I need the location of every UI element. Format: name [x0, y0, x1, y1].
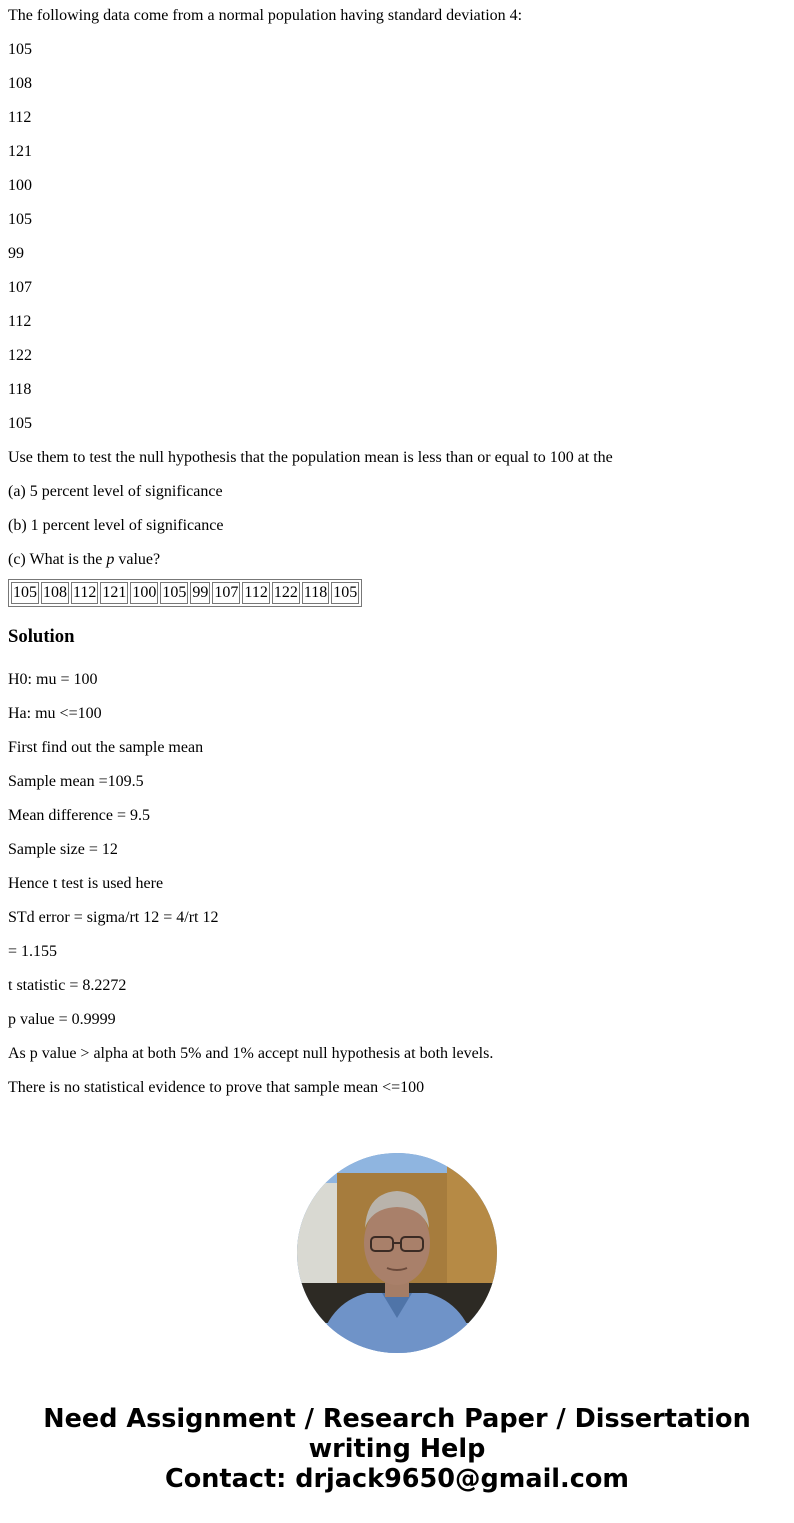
data-value: 100: [8, 177, 32, 194]
solution-line: STd error = sigma/rt 12 = 4/rt 12: [8, 909, 219, 926]
solution-line: First find out the sample mean: [8, 739, 204, 756]
question-part-b: (b) 1 percent level of significance: [8, 517, 224, 534]
promo-banner: [0, 1404, 794, 1494]
solution-line: Sample size = 12: [8, 841, 118, 858]
data-values-list: [8, 34, 786, 442]
solution-lines: [8, 664, 786, 1106]
solution-line: p value = 0.9999: [8, 1011, 116, 1028]
data-value: 122: [8, 347, 32, 364]
data-value: 121: [8, 143, 32, 160]
table-row: [11, 582, 359, 604]
data-value: 105: [8, 41, 32, 58]
solution-heading: Solution: [8, 626, 75, 647]
question-instruction: Use them to test the null hypothesis that the population mean is less than or equal to 100 at the: [8, 449, 613, 466]
data-value: 112: [8, 313, 32, 330]
document-body: [8, 0, 786, 1106]
portrait-illustration: [297, 1153, 497, 1353]
p-italic: p: [106, 551, 115, 568]
solution-line: As p value > alpha at both 5% and 1% accept null hypothesis at both levels.: [8, 1045, 494, 1062]
data-value: 105: [8, 211, 32, 228]
solution-line: Ha: mu <=100: [8, 705, 102, 722]
question-intro: The following data come from a normal population having standard deviation 4:: [8, 7, 523, 24]
table-cell: 112: [242, 582, 269, 604]
table-cell: 99: [190, 582, 210, 604]
author-photo: [297, 1153, 497, 1353]
promo-line-2: writing Help: [308, 1434, 486, 1464]
solution-line: = 1.155: [8, 943, 58, 960]
table-cell: 112: [71, 582, 98, 604]
data-value: 107: [8, 279, 32, 296]
data-value: 108: [8, 75, 32, 92]
solution-line: Mean difference = 9.5: [8, 807, 150, 824]
solution-line: Hence t test is used here: [8, 875, 164, 892]
data-value: 105: [8, 415, 32, 432]
solution-line: Sample mean =109.5: [8, 773, 144, 790]
table-cell: 121: [100, 582, 128, 604]
table-cell: 108: [41, 582, 69, 604]
part-c-suffix: value?: [114, 551, 161, 568]
table-cell: 107: [212, 582, 240, 604]
solution-line: There is no statistical evidence to prove that sample mean <=100: [8, 1079, 425, 1096]
table-cell: 105: [160, 582, 188, 604]
data-value: 118: [8, 381, 32, 398]
promo-contact[interactable]: Contact: drjack9650@gmail.com: [165, 1464, 629, 1494]
question-part-c: [8, 544, 786, 578]
table-cell: 105: [331, 582, 359, 604]
solution-line: H0: mu = 100: [8, 671, 98, 688]
table-cell: 122: [272, 582, 300, 604]
data-table: [8, 579, 362, 607]
table-cell: 105: [11, 582, 39, 604]
solution-line: t statistic = 8.2272: [8, 977, 127, 994]
promo-line-1: Need Assignment / Research Paper / Dissertation: [43, 1404, 751, 1434]
part-c-prefix: (c) What is the: [8, 551, 107, 568]
data-value: 99: [8, 245, 24, 262]
table-cell: 118: [302, 582, 329, 604]
table-cell: 100: [130, 582, 158, 604]
question-part-a: (a) 5 percent level of significance: [8, 483, 223, 500]
data-value: 112: [8, 109, 32, 126]
